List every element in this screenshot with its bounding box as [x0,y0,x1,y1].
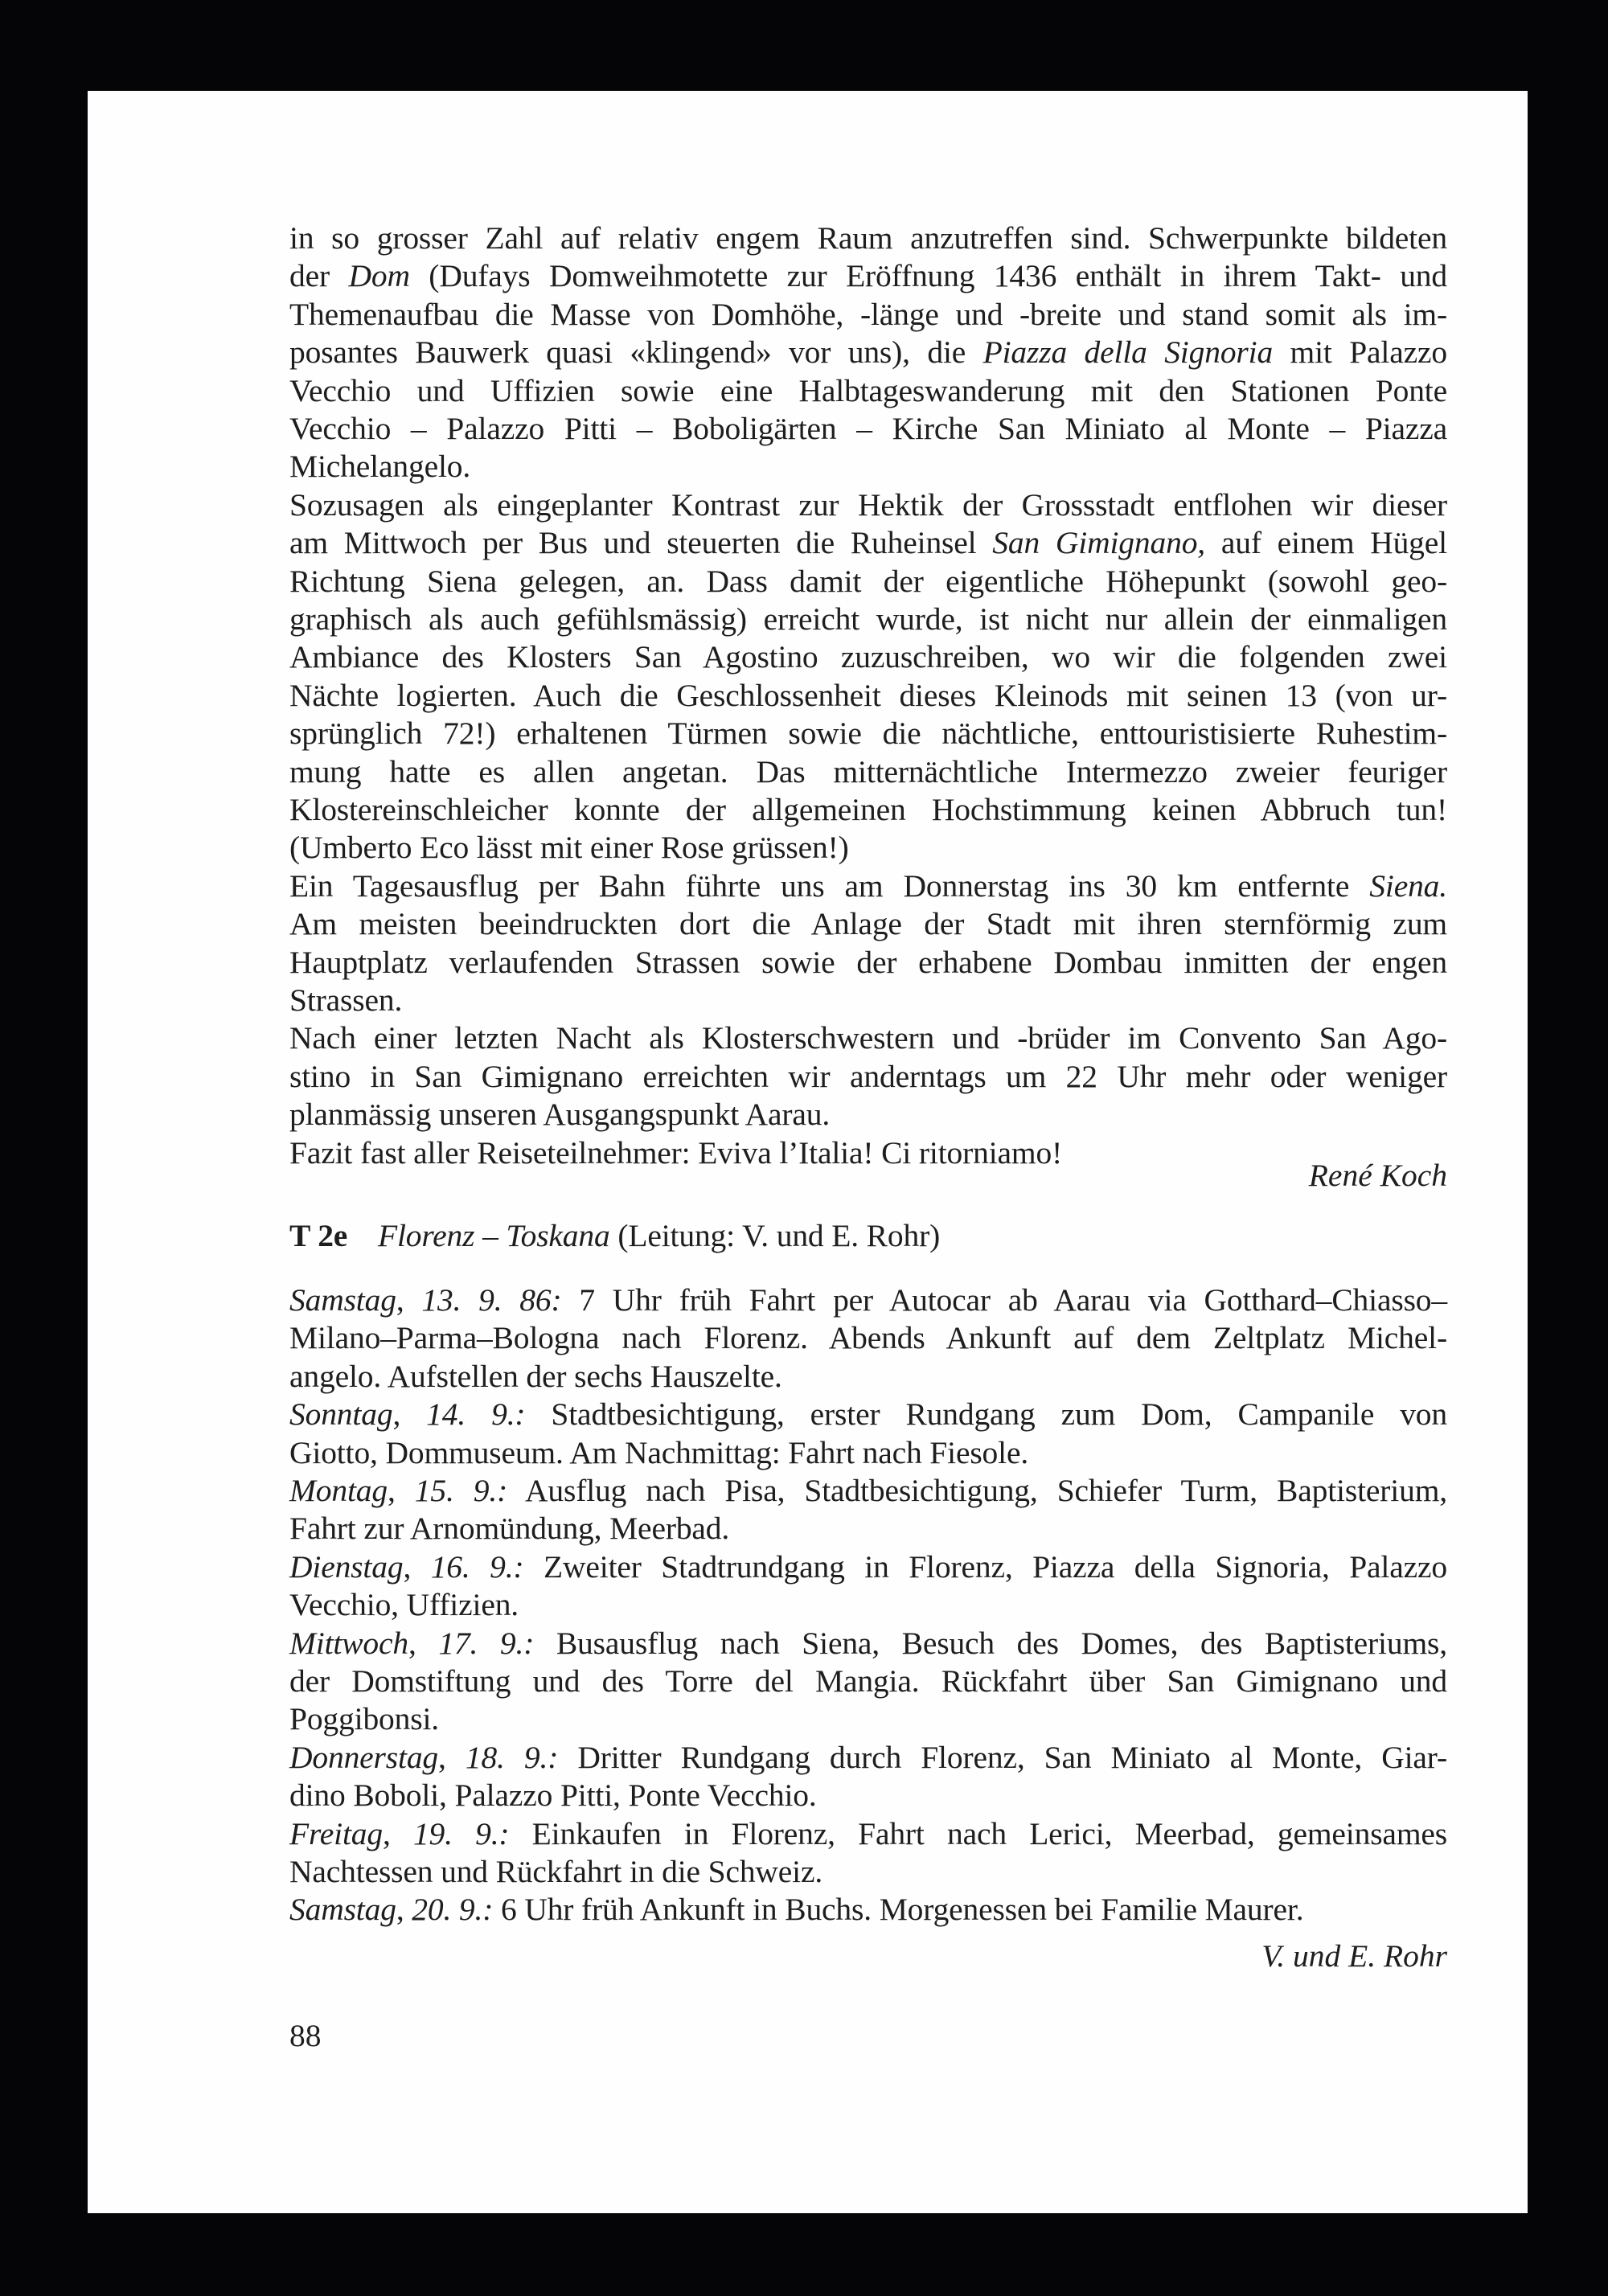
body-text: , [396,1892,412,1928]
body-text: dino Boboli, Palazzo Pitti, Ponte Vecchio. [289,1777,817,1814]
report-line [289,714,1447,752]
report-line [289,409,1447,448]
section-heading-t2e [289,1216,1447,1255]
body-text: (Umberto Eco lässt mit einer Rose grüssen!) [289,830,849,866]
italic-text: 16. 9.: [430,1548,524,1585]
body-text: Sozusagen als eingeplanter Kontrast zur Hektik der Grossstadt entflohen wir dieser [289,486,1447,523]
itinerary-line [289,1548,1447,1586]
body-text: (Dufays Domweihmotette zur Eröffnung 1436 enthält in ihrem Takt- und [409,258,1447,294]
body-text: Vecchio – Palazzo Pitti – Boboligärten – Kirche San Miniato al Monte – Piazza [289,411,1447,446]
body-text: stino in San Gimignano erreichten wir anderntags um 22 Uhr mehr oder weniger [289,1058,1447,1094]
report-line [289,790,1447,829]
italic-text: Samstag [289,1892,396,1928]
body-text: Am meisten beeindruckten dort die Anlage der Stadt mit ihren sternförmig zum [289,906,1447,942]
report-line [289,981,1447,1019]
body-text: , [392,1396,427,1433]
italic-text: Dienstag [289,1548,404,1585]
author-signature-koch: René Koch [1308,1158,1447,1193]
itinerary-line [289,1699,1447,1738]
italic-text: 15. 9.: [414,1473,508,1508]
body-text: Fazit fast aller Reiseteilnehmer: Eviva l’Italia! Ci ritorniamo! [289,1134,1063,1171]
italic-text: Sonntag [289,1396,393,1433]
section-leader: (Leitung: V. und E. Rohr) [609,1218,941,1253]
body-text: mit Palazzo [1273,334,1447,371]
itinerary-line [289,1318,1447,1357]
report-line [289,1057,1447,1096]
italic-text: Siena. [1369,867,1447,904]
italic-text: 18. 9.: [465,1739,559,1775]
body-text: Nachtessen und Rückfahrt in die Schweiz. [289,1854,823,1889]
itinerary-line [289,1509,1447,1548]
section-title: Florenz – Toskana [378,1218,610,1253]
itinerary-line [289,1281,1447,1319]
itinerary-line [289,1776,1447,1814]
body-text: Poggibonsi. [289,1701,440,1737]
itinerary-line [289,1585,1447,1624]
body-text: , [387,1473,415,1508]
report-line [289,333,1447,371]
report-line [289,371,1447,410]
body-text: Einkaufen in Florenz, Fahrt nach Lerici, Meerbad, gemeinsames [509,1815,1447,1851]
body-text: Ein Tagesausflug per Bahn führte uns am Donnerstag ins 30 km entfernte [289,867,1370,904]
itinerary-line [289,1814,1447,1853]
report-line [289,676,1447,715]
body-text: Zweiter Stadtrundgang in Florenz, Piazza della Signoria, Palazzo [523,1548,1447,1585]
body-text: Ambiance des Klosters San Agostino zuzuschreiben, wo wir die folgenden zwei [289,639,1447,675]
body-text: , [382,1815,413,1851]
itinerary-line [289,1738,1447,1777]
body-text: , [438,1739,466,1775]
body-text: , [403,1548,431,1585]
body-text: Richtung Siena gelegen, an. Dass damit der eigentliche Höhepunkt (sowohl geo- [289,563,1447,599]
body-text: Milano–Parma–Bologna nach Florenz. Abends Ankunft auf dem Zeltplatz Michel- [289,1320,1447,1356]
italic-text: 19. 9.: [412,1815,510,1851]
report-line [289,447,1447,486]
italic-text: Freitag [289,1815,383,1851]
italic-text: 13. 9. 86: [421,1282,562,1318]
itinerary-line [289,1890,1447,1929]
report-line [289,1019,1447,1057]
italic-text: Donnerstag [289,1739,439,1775]
body-text: der [289,258,349,294]
document-page [88,91,1528,2213]
italic-text: 20. 9.: [412,1892,494,1928]
italic-text: Dom [348,258,410,294]
section-code: T 2e [289,1218,348,1253]
report-line [289,1134,1447,1172]
italic-text: 17. 9.: [438,1625,535,1661]
body-text: in so grosser Zahl auf relativ engem Raum anzutreffen sind. Schwerpunkte bildeten [289,220,1447,256]
body-text: 6 Uhr früh Ankunft in Buchs. Morgenessen bei Familie Maurer. [493,1892,1304,1928]
report-line [289,256,1447,295]
body-text: graphisch als auch gefühlsmässig) erreicht wurde, ist nicht nur allein der einmaligen [289,601,1447,637]
italic-text: Samstag [289,1282,396,1318]
body-text: posantes Bauwerk quasi «klingend» vor uns), die [289,334,983,371]
body-text: Nach einer letzten Nacht als Klosterschwestern und -brüder im Convento San Ago- [289,1020,1447,1056]
body-text: Michelangelo. [289,449,471,485]
body-text: Dritter Rundgang durch Florenz, San Miniato al Monte, Giar- [558,1739,1447,1775]
body-text: Klostereinschleicher konnte der allgemeinen Hochstimmung keinen Abbruch tun! [289,792,1447,827]
report-line [289,828,1447,867]
body-text: Ausflug nach Pisa, Stadtbesichtigung, Schiefer Turm, Baptisterium, [507,1473,1448,1508]
italic-text: Mittwoch [289,1625,409,1661]
body-text: Vecchio, Uffizien. [289,1587,519,1623]
body-text: 7 Uhr früh Fahrt per Autocar ab Aarau via Gotthard–Chiasso– [561,1282,1448,1318]
body-text: planmässig unseren Ausgangspunkt Aarau. [289,1097,831,1133]
report-line [289,219,1447,257]
report-line [289,486,1447,524]
italic-text: 14. 9.: [426,1396,526,1433]
itinerary-line [289,1624,1447,1663]
italic-text: Piazza della Signoria [982,334,1274,371]
report-line [289,295,1447,334]
report-line [289,943,1447,982]
italic-text: Montag [289,1473,388,1508]
report-line [289,752,1447,791]
body-text: Nächte logierten. Auch die Geschlossenheit dieses Kleinods mit seinen 13 (von ur- [289,677,1447,713]
report-line [289,562,1447,601]
report-line [289,867,1447,905]
itinerary-line [289,1357,1447,1396]
body-text: Fahrt zur Arnomündung, Meerbad. [289,1511,730,1547]
body-text: Hauptplatz verlaufenden Strassen sowie der erhabene Dombau inmitten der engen [289,944,1447,980]
report-line [289,600,1447,638]
itinerary-line [289,1433,1447,1472]
report-line [289,638,1447,676]
body-text: Strassen. [289,982,403,1018]
body-text: Busausflug nach Siena, Besuch des Domes, des Baptisteriums, [534,1625,1447,1661]
body-text: mung hatte es allen angetan. Das mitternächtliche Intermezzo zweier feuriger [289,753,1447,789]
italic-text: San Gimignano, [992,525,1206,561]
report-line [289,1095,1447,1134]
body-text: Themenaufbau die Masse von Domhöhe, -länge und -breite und stand somit als im- [289,296,1447,332]
body-text: Giotto, Dommuseum. Am Nachmittag: Fahrt nach Fiesole. [289,1434,1029,1470]
body-text: , [396,1282,422,1318]
body-text: sprünglich 72!) erhaltenen Türmen sowie die nächtliche, enttouristisierte Ruhestim- [289,715,1447,752]
author-signature-rohr: V. und E. Rohr [1261,1938,1447,1974]
itinerary-line [289,1852,1447,1891]
body-text: , [408,1625,439,1661]
body-text: der Domstiftung und des Torre del Mangia. Rückfahrt über San Gimignano und [289,1663,1447,1699]
report-line [289,523,1447,562]
report-line [289,904,1447,943]
body-text: angelo. Aufstellen der sechs Hauszelte. [289,1358,782,1394]
itinerary-line [289,1395,1447,1433]
body-text: auf einem Hügel [1205,525,1447,561]
itinerary-line [289,1471,1447,1510]
itinerary-line [289,1662,1447,1700]
body-text: am Mittwoch per Bus und steuerten die Ruheinsel [289,525,993,561]
body-text: Vecchio und Uffizien sowie eine Halbtageswanderung mit den Stationen Ponte [289,372,1447,408]
page-number: 88 [289,2018,322,2053]
body-text: Stadtbesichtigung, erster Rundgang zum Dom, Campanile von [525,1396,1448,1433]
